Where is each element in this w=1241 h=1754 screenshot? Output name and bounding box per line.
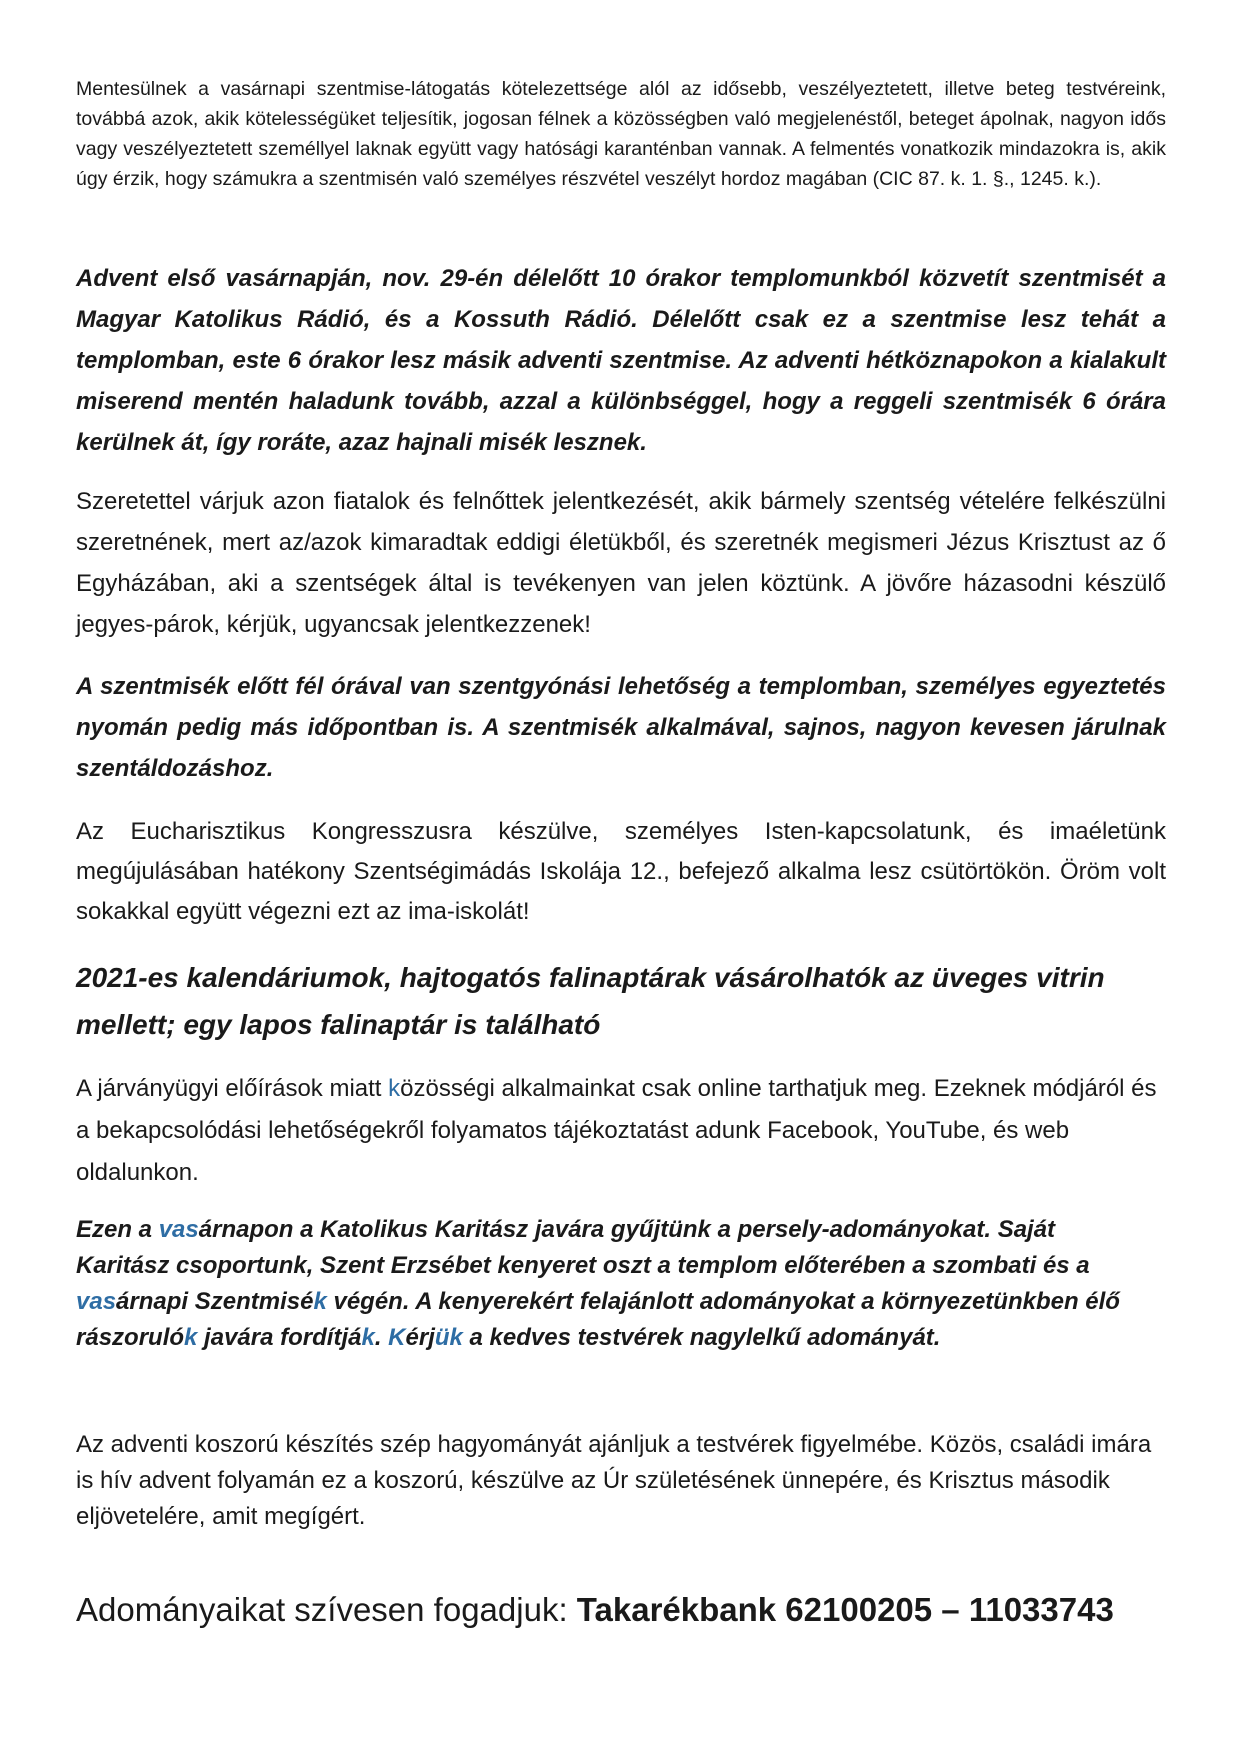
donation-label: Adományaikat szívesen fogadjuk: bbox=[76, 1591, 577, 1628]
caritas-seg: árnapon a Katolikus Karitász javára gyűjtünk a persely-adományokat. Saját Karitász csoportunk, Szent Erzsébet kenyeret oszt a templom előterében a szombati és a bbox=[76, 1216, 1090, 1279]
calendars-heading: 2021-es kalendáriumok, hajtogatós falinaptárak vásárolhatók az üveges vitrin mellett; egy lapos falinaptár is található bbox=[76, 962, 1105, 1040]
caritas-seg: javára fordítjá bbox=[197, 1324, 362, 1351]
caritas-seg-blue: k bbox=[184, 1324, 198, 1351]
caritas-seg: a kedves testvérek nagylelkű adományát. bbox=[462, 1324, 941, 1351]
caritas-seg-blue: vas bbox=[158, 1216, 199, 1243]
online-text-2: özösségi alkalmainkat csak online tarthatjuk meg. Ezeknek módjáról és a bekapcsolódási lehetőségekről folyamatos tájékoztatást adunk Facebook, YouTube, és web oldalunkon. bbox=[76, 1075, 1157, 1186]
caritas-seg-blue: ük bbox=[434, 1324, 463, 1351]
online-text-1: A járványügyi előírások miatt bbox=[76, 1075, 389, 1102]
caritas-seg-blue: k bbox=[313, 1288, 327, 1315]
eucharist-school-paragraph: Az Eucharisztikus Kongresszusra készülve, személyes Isten-kapcsolatunk, és imaéletünk megújulásában hatékony Szentségimádás Iskolája 12., befejező alkalma lesz csütörtökön. Öröm volt sokakkal együtt végezni ezt az ima-iskolát! bbox=[76, 818, 1166, 925]
advent-wreath-paragraph: Az adventi koszorú készítés szép hagyományát ajánljuk a testvérek figyelmébe. Közös, családi imára is hív advent folyamán ez a koszorú, készülve az Úr születésének ünnepére, és Krisztus második eljövetelére, amit megígért. bbox=[76, 1431, 1152, 1530]
caritas-seg-blue: vas bbox=[76, 1288, 117, 1315]
caritas-seg-blue: k bbox=[361, 1324, 375, 1351]
caritas-seg: végén. A kenyerekért felajánlott adományokat a környezetünkben élő rászoruló bbox=[76, 1288, 1120, 1351]
mass-exemption-paragraph: Mentesülnek a vasárnapi szentmise-látogatás kötelezettsége alól az idősebb, veszélyeztetett, illetve beteg testvéreink, továbbá azok, akik kötelességüket teljesítik, jogosan félnek a közösségben való megjelenéstől, beteget ápolnak, nagyon idős vagy veszélyeztetett személlyel laknak együtt vagy hatósági karanténban vannak. A felmentés vonatkozik mindazokra is, akik úgy érzik, hogy számukra a szentmisén való személyes részvétel veszélyt hordoz magában (CIC 87. k. 1. §., 1245. k.). bbox=[76, 78, 1166, 190]
caritas-seg: érj bbox=[405, 1324, 435, 1351]
caritas-paragraph bbox=[76, 1212, 1121, 1356]
caritas-seg-blue: K bbox=[388, 1324, 406, 1351]
donation-line bbox=[76, 1588, 1201, 1632]
online-text-blue: k bbox=[388, 1075, 401, 1102]
caritas-seg: Ezen a bbox=[76, 1216, 159, 1243]
online-events-paragraph bbox=[76, 1068, 1166, 1194]
caritas-seg: árnapi Szentmisé bbox=[116, 1288, 314, 1315]
caritas-seg: . bbox=[374, 1324, 389, 1351]
sacraments-paragraph: Szeretettel várjuk azon fiatalok és felnőttek jelentkezését, akik bármely szentség vételére felkészülni szeretnének, mert az/azok kimaradtak eddigi életükből, és szeretnék megismeri Jézus Krisztust az ő Egyházában, aki a szentségek által is tevékenyen van jelen köztünk. A jövőre házasodni készülő jegyes-párok, kérjük, ugyancsak jelentkezzenek! bbox=[76, 488, 1166, 638]
confession-paragraph: A szentmisék előtt fél órával van szentgyónási lehetőség a templomban, személyes egyeztetés nyomán pedig más időpontban is. A szentmisék alkalmával, sajnos, nagyon kevesen járulnak szentáldozáshoz. bbox=[76, 673, 1166, 782]
advent-mass-paragraph: Advent első vasárnapján, nov. 29-én délelőtt 10 órakor templomunkból közvetít szentmisét a Magyar Katolikus Rádió, és a Kossuth Rádió. Délelőtt csak ez a szentmise lesz tehát a templomban, este 6 órakor lesz másik adventi szentmise. Az adventi hétköznapokon a kialakult miserend mentén haladunk tovább, azzal a különbséggel, hogy a reggeli szentmisék 6 órára kerülnek át, így roráte, azaz hajnali misék lesznek. bbox=[76, 265, 1166, 456]
bank-account: Takarékbank 62100205 – 11033743 bbox=[576, 1591, 1114, 1628]
